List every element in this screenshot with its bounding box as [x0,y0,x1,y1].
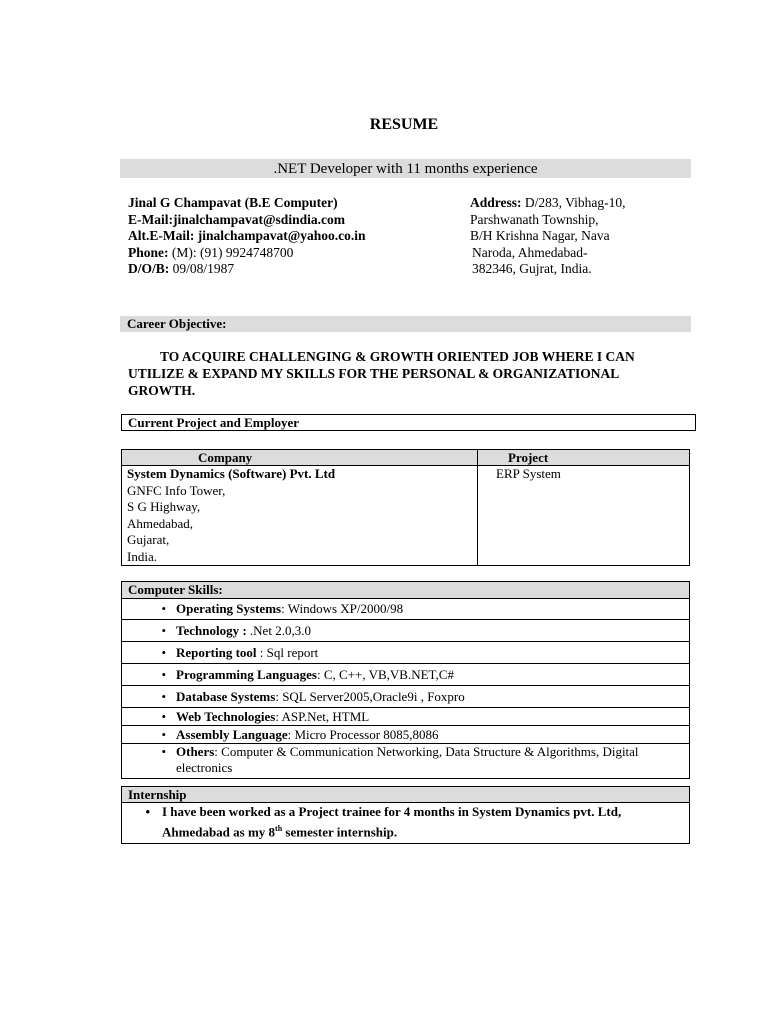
list-item [121,620,690,642]
address-line-3: B/H Krishna Nagar, Nava [470,228,610,243]
bullet-icon: • [145,804,150,819]
skill-sep: : [275,709,282,724]
computer-skills-heading: Computer Skills: [121,581,690,598]
list-item [121,642,690,664]
skill-label: Programming Languages [176,667,317,682]
table-row [122,466,690,566]
skill-value: Windows XP/2000/98 [287,601,404,616]
career-objective-header [120,316,691,332]
col-company: Company [122,450,478,466]
bullet-icon: • [161,667,166,682]
project-table-header [122,450,690,466]
skill-sep: : [316,667,324,682]
project-table [121,449,690,566]
company-address-4: Gujarat, [127,532,170,547]
skill-value: ASP.Net, HTML [281,709,370,724]
computer-skills-section [121,581,690,779]
skill-value: .Net 2.0,3.0 [249,623,311,638]
skill-sep: : [275,689,283,704]
resume-title: RESUME [369,116,439,133]
bullet-icon: • [161,727,166,742]
skill-label: Others [176,744,215,759]
company-address-3: Ahmedabad, [127,515,194,531]
list-item [121,708,690,726]
phone-label: Phone: [128,244,169,260]
company-cell [122,466,478,566]
career-objective-heading: Career Objective: [127,316,227,331]
address-line [470,195,625,212]
skill-value: SQL Server2005,Oracle9i , Foxpro [282,689,465,704]
skill-label: Web Technologies [176,709,276,724]
company-address-2: S G Highway, [127,499,201,514]
dob-label: D/O/B: [128,261,170,276]
list-item [121,664,690,686]
skill-sep: : [256,645,267,660]
email: E-Mail:jinalchampavat@sdindia.com [128,211,345,227]
skill-label: Technology : [176,623,247,638]
list-item [121,726,690,744]
internship-sup: th [275,824,283,833]
internship-section [121,786,690,844]
bullet-icon: • [161,623,166,638]
col-project: Project [478,450,690,466]
skill-sep: : [214,744,222,759]
career-objective-text [128,348,678,399]
skill-value: Computer & Communication Networking, Data Structure & Algorithms, Digital electronics [176,744,639,775]
address-line-4: Naroda, Ahmedabad- [472,244,588,260]
candidate-name: Jinal G Champavat (B.E Computer) [128,195,338,210]
career-objective-body: TO ACQUIRE CHALLENGING & GROWTH ORIENTED JOB WHERE I CAN UTILIZE & EXPAND MY SKILLS FOR THE PERSONAL & ORGANIZATIONAL GROWTH. [128,349,635,398]
address-label: Address: [470,195,522,210]
list-item [121,598,690,620]
bullet-icon: • [161,709,166,724]
skill-label: Reporting tool [176,645,257,660]
skill-value: C, C++, VB,VB.NET,C# [323,667,454,682]
skill-sep: : [281,601,288,616]
current-project-header: Current Project and Employer [121,414,696,431]
address-line-1: D/283, Vibhag-10, [524,195,626,210]
company-name: System Dynamics (Software) Pvt. Ltd [127,466,336,481]
internship-text-main: I have been worked as a Project trainee for 4 months in System Dynamics pvt. Ltd, Ahmedabad as my 8 [162,804,622,840]
skill-label: Operating Systems [176,601,282,616]
address-line-5: 382346, Gujrat, India. [472,261,592,276]
bullet-icon: • [161,645,166,660]
bullet-icon: • [161,601,166,616]
project-cell: ERP System [478,466,690,566]
company-address-1: GNFC Info Tower, [127,482,226,498]
skill-label: Assembly Language [176,727,288,742]
address-line-2: Parshwanath Township, [470,211,599,227]
list-item [121,803,690,844]
contact-block [128,195,366,278]
list-item [121,686,690,708]
phone-line [128,245,366,262]
skill-value: Sql report [266,645,319,660]
bullet-icon: • [161,744,166,759]
phone-value: (M): (91) 9924748700 [168,244,294,260]
list-item [121,744,690,779]
bullet-icon: • [161,689,166,704]
internship-heading: Internship [121,786,690,803]
internship-text [162,803,689,840]
skill-sep: : [287,727,295,742]
dob-line [128,261,366,278]
alt-email: Alt.E-Mail: jinalchampavat@yahoo.co.in [128,228,366,243]
address-block [470,195,625,278]
skill-value: Micro Processor 8085,8086 [294,727,439,742]
dob-value: 09/08/1987 [169,261,235,276]
skill-label: Database Systems [176,689,276,704]
company-address-5: India. [127,548,157,564]
internship-text-end: semester internship. [282,824,398,840]
resume-subtitle: .NET Developer with 11 months experience [120,159,691,178]
